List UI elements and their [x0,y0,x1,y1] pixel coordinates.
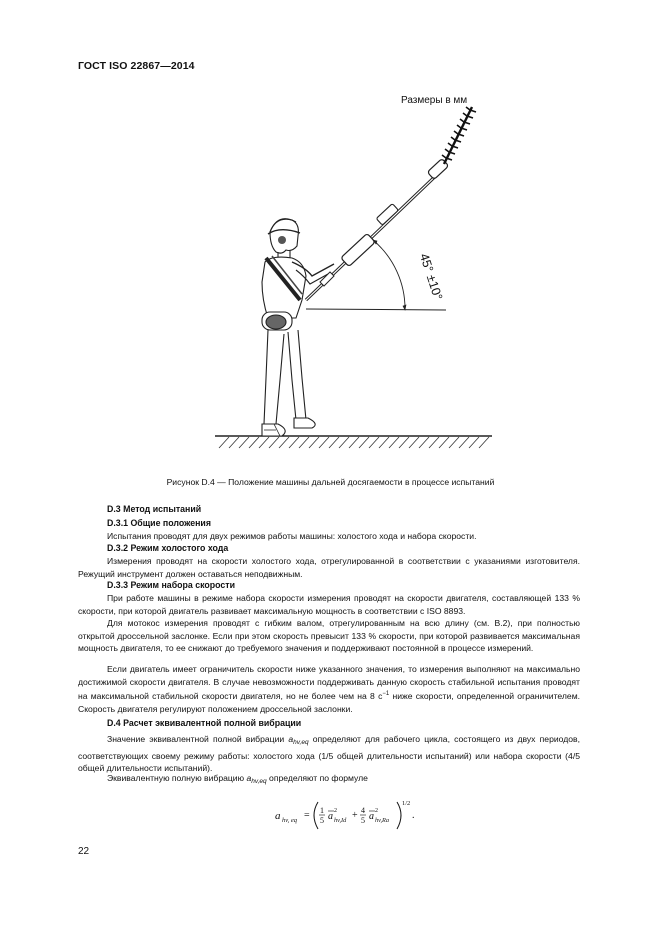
cutting-chain [442,107,476,164]
section-d31-text: Испытания проводят для двух режимов работы машины: холостого хода и набора скорости. [107,531,477,541]
formula-term2-subscript: hv,Ra [375,817,390,824]
formula-term1-square: 2 [334,808,337,814]
section-d33-paragraph-2: Для мотокос измерения проводят с гибким валом, отрегулированным на всю длину (см. В.2), при полностью открытой дроссельной заслонке. Если при этом скорость превысит 133 % скорости, при которой развивается максимальная мощность двигателя, то ее снижают до требуемого значения и поддерживают постоянной в процессе измерений. [78,618,580,654]
page-number: 22 [78,846,90,857]
formula-end-period: . [412,810,415,821]
ground-hatch [219,437,489,448]
section-d33-paragraph-3 [78,663,580,715]
formula-term2-symbol: a [369,811,374,822]
d4-p2-part-a: Эквивалентную полную вибрацию [107,773,247,783]
d4-p1-part-b: определяют для рабочего цикла, состоящего из двух периодов, соответствующих своему режиму работы: холостого хода (1/5 общей длительности испытаний) или набора скорости (4/5 общей длительности испытаний). [78,734,580,774]
equivalent-vibration-formula [274,798,434,832]
d4-p2-subscript: hv,eq [251,778,267,785]
figure-caption: Рисунок D.4 — Положение машины дальней досягаемости в процессе испытаний [166,477,495,487]
paragraph-3-part-a: Если двигатель имеет ограничитель скорости ниже указанного значения, то измерения выполняют на максимально достижимой скорости двигателя. В случае невозможности поддерживать данную скорость стабильной испытания проводят на максимальной стабильной скорости двигателя, но не более чем на 8 с [78,664,580,702]
formula-term1-subscript: hv,Id [334,817,347,824]
d4-p1-subscript: hv,eq [293,739,309,746]
formula-den1: 5 [320,816,324,825]
formula-right-paren [397,802,401,829]
formula-den2: 5 [361,816,365,825]
paragraph-3-part-b: ниже скорости, определенной ограничителем. Скорость двигателя регулируют положением дроссельной заслонки. [78,691,581,714]
formula-term2-square: 2 [375,808,378,814]
dimensions-note: Размеры в мм [401,95,468,106]
formula-num1: 1 [320,806,324,815]
section-d4-paragraph-2 [78,772,580,789]
formula-plus: + [352,810,358,821]
standard-header: ГОСТ ISO 22867—2014 [78,60,195,72]
formula-lhs-subscript: hv, eq [282,817,298,824]
per-second-exponent: −1 [382,691,390,698]
operator-figure [262,219,334,436]
section-d4-title: D.4 Расчет эквивалентной полной вибрации [107,718,302,728]
section-d33-title: D.3.3 Режим набора скорости [107,580,236,590]
section-d32-title: D.3.2 Режим холостого хода [107,543,229,553]
d4-p2-part-b: определяют по формуле [266,773,368,783]
section-d3-title: D.3 Метод испытаний [107,504,202,514]
section-d4-paragraph-1 [78,733,580,775]
formula-term1-symbol: a [328,811,333,822]
angle-label: 45° ±10° [416,251,446,302]
formula-lhs-symbol: a [275,810,281,822]
d4-p1-part-a: Значение эквивалентной полной вибрации [107,734,289,744]
d4-p2-symbol: a [246,773,252,783]
figure-d4 [205,100,495,460]
formula-exponent: 1/2 [402,800,411,807]
formula-left-paren [314,802,318,829]
formula-equals: = [304,810,310,821]
formula-num2: 4 [361,806,365,815]
section-d32-text: Измерения проводят на скорости холостого хода, отрегулированной в соответствии с указаниями изготовителя. Режущий инструмент должен оставаться неподвижным. [78,556,580,579]
section-d31-title: D.3.1 Общие положения [107,518,211,528]
section-d33-paragraph-1: При работе машины в режиме набора скорости измерения проводят на скорости двигателя, составляющей 133 % скорости, при которой двигатель развивает максимальную мощность в соответствии с ISO 8893. [78,593,580,616]
d4-p1-symbol: a [288,734,294,744]
